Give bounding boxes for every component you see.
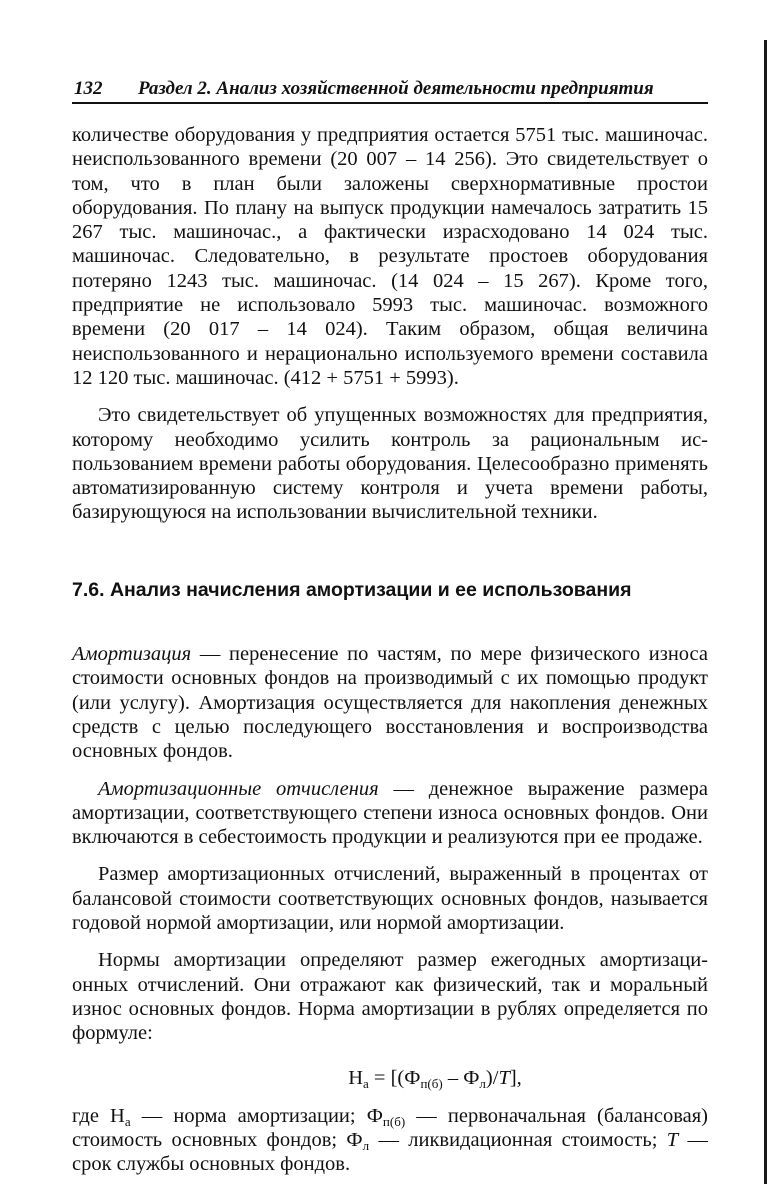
definition-text: — перенесение по частям, по мере физического износа стоимости основных фондов на производимый с их помощью продукт (или услугу). Амортизация осуществляется для накопления денежных средств с целью последующего восстановления и воспроизводства основных фондов. (72, 643, 708, 763)
term-amortization-deductions: Амортизационные отчисления (98, 777, 379, 800)
paragraph-continued: количестве оборудования у предприятия остается 5751 тыс. машиночас. неиспользованного времени (20 007 – 14 256). Это свидетельствует о том, что в план были заложены сверхнормативные простои оборудования. По плану на выпуск продукции намечалось затратить 15 267 тыс. машиночас., а фактически израсходовано 14 024 тыс. машиночас. Следовательно, в результате простоев оборудования потеряно 1243 тыс. машиночас. (14 024 – 15 267). Кроме того, предприятие не использовало 5993 тыс. машиночас. возможного времени (20 017 – 14 024). Таким образом, общая величина неиспользованного и нерационально используемого времени составила 12 120 тыс. машиночас. (412 + 5751 + 5993). (72, 124, 708, 389)
paragraph-rate-norms: Нормы амортизации определяют размер ежегодных амортизационных отчислений. Они отражают как физический, так и моральный износ основных фондов. Норма амортизации в рублях определяется по формуле: (72, 949, 708, 1045)
formula-legend: где $Н_а$ — норма амортизации; $Ф_{п(б)}$ — первоначальная (балансовая) стоимость основных фондов; $Ф_л$ — ликвидационная стоимость; Т — срок службы основных фондов. (72, 1104, 708, 1176)
term-amortization: Амортизация (72, 643, 192, 666)
paragraph-amortization-definition (72, 642, 708, 763)
page-body (72, 123, 708, 1177)
scan-page-edge (764, 40, 767, 1184)
running-title: Раздел 2. Анализ хозяйственной деятельности предприятия (138, 78, 654, 99)
formula: $Н_а = [(Ф_{п(б)} - Ф_л)/Т]$, (348, 1066, 522, 1091)
definition-text: — денежное выражение размера амортизации, соответствующего степени износа основных фондов. Они включаются в себестоимость продукции и реализуются при ее продаже. (72, 777, 709, 849)
running-header (72, 76, 708, 104)
section-heading: 7.6. Анализ начисления амортизации и ее использования (72, 578, 632, 601)
paragraph-annual-rate: Размер амортизационных отчислений, выраженный в процентах от балансовой стоимости соответствующих основных фондов, называется годовой нормой амортизации, или нормой амортизации. (72, 863, 708, 935)
paragraph-deductions-definition (72, 777, 708, 850)
page-number: 132 (74, 78, 103, 99)
paragraph-missed-opportunities: Это свидетельствует об упущенных возможностях для предприятия, которому необходимо усилить контроль за рациональным использованием времени работы оборудования. Целесообразно применять автоматизированную систему контроля и учета времени работы, базирующуюся на использовании вычислительной техники. (72, 404, 708, 524)
